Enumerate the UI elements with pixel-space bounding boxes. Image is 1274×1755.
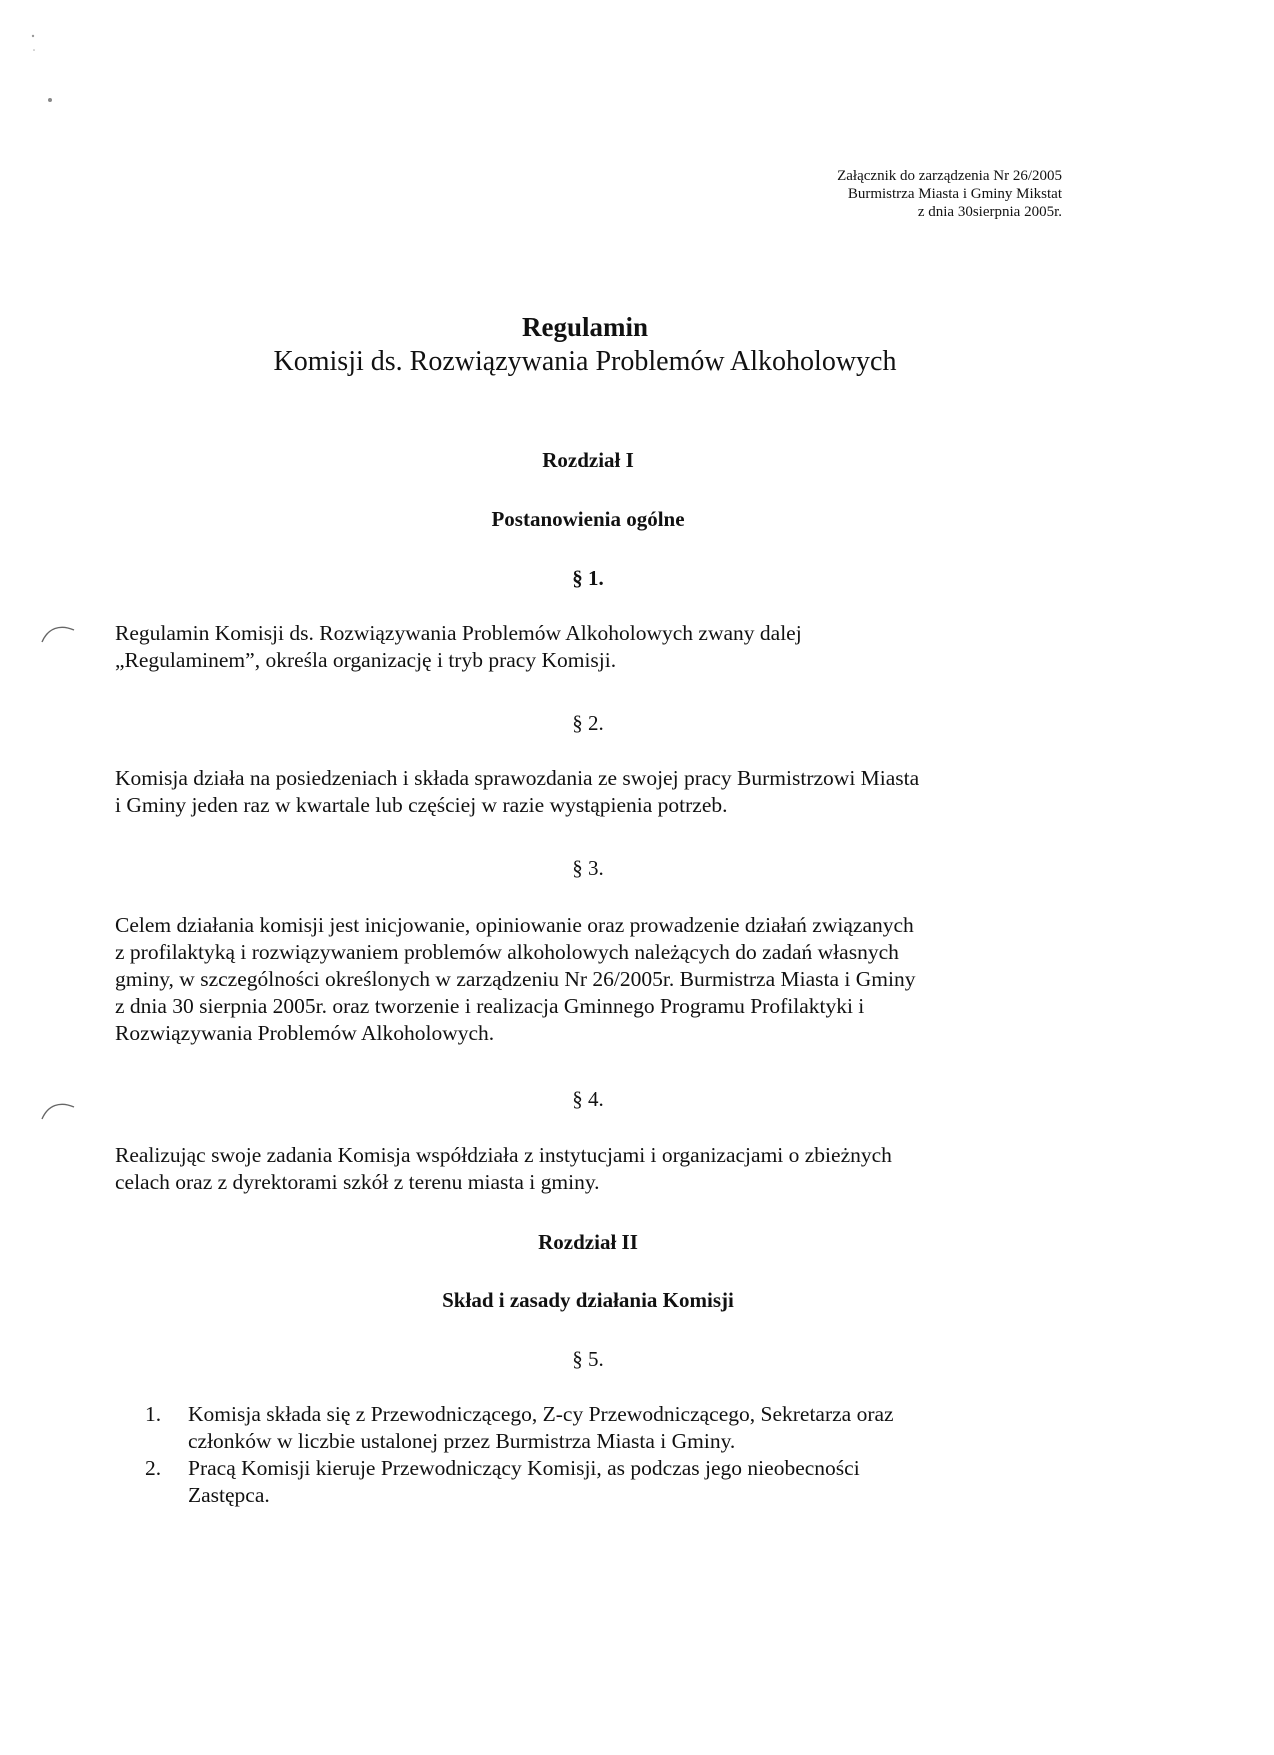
scan-speck xyxy=(28,30,58,110)
section-2-text xyxy=(115,765,1065,819)
section-4-line: Realizując swoje zadania Komisja współdziała z instytucjami i organizacjami o zbieżnych xyxy=(115,1143,892,1167)
section-1-sign: § 1. xyxy=(572,566,604,590)
section-1-line: Regulamin Komisji ds. Rozwiązywania Problemów Alkoholowych zwany dalej xyxy=(115,621,802,645)
annex-line-2: Burmistrza Miasta i Gminy Mikstat xyxy=(847,186,1062,202)
section-2-line: Komisja działa na posiedzeniach i składa sprawozdania ze swojej pracy Burmistrzowi Miasta xyxy=(115,766,920,790)
list-item-line: Zastępca. xyxy=(188,1483,270,1507)
list-item-number: 1. xyxy=(145,1402,162,1426)
section-1-line: „Regulaminem”, określa organizację i tryb pracy Komisji. xyxy=(115,648,617,672)
document-title: Regulamin xyxy=(521,312,648,342)
document-subtitle: Komisji ds. Rozwiązywania Problemów Alkoholowych xyxy=(273,346,897,377)
chapter-2-name: Skład i zasady działania Komisji xyxy=(442,1288,734,1312)
section-3-line: z dnia 30 sierpnia 2005r. oraz tworzenie i realizacja Gminnego Programu Profilaktyki i xyxy=(115,994,865,1018)
section-4-text xyxy=(115,1142,1065,1196)
list-item xyxy=(145,1401,1045,1455)
section-4-sign: § 4. xyxy=(572,1087,604,1111)
list-item-line: członków w liczbie ustalonej przez Burmistrza Miasta i Gminy. xyxy=(188,1429,736,1453)
section-3-line: Rozwiązywania Problemów Alkoholowych. xyxy=(115,1021,495,1045)
section-3-text xyxy=(115,912,1065,1047)
section-2-line: i Gminy jeden raz w kwartale lub częściej w razie wystąpienia potrzeb. xyxy=(115,793,728,817)
annex-line-1: Załącznik do zarządzenia Nr 26/2005 xyxy=(837,168,1062,184)
chapter-2-label: Rozdział II xyxy=(538,1230,638,1254)
section-3-line: gminy, w szczególności określonych w zarządzeniu Nr 26/2005r. Burmistrza Miasta i Gminy xyxy=(115,967,916,991)
annex-reference xyxy=(702,167,1062,221)
chapter-1-label: Rozdział I xyxy=(542,448,634,472)
section-5-sign: § 5. xyxy=(572,1347,604,1371)
section-4-line: celach oraz z dyrektorami szkół z terenu miasta i gminy. xyxy=(115,1170,600,1194)
section-2-sign: § 2. xyxy=(572,711,604,735)
list-item-line: Pracą Komisji kieruje Przewodniczący Komisji, as podczas jego nieobecności xyxy=(188,1456,860,1480)
punch-hole-mark-top xyxy=(38,618,78,648)
list-item-number: 2. xyxy=(145,1456,162,1480)
section-3-line: z profilaktyką i rozwiązywaniem problemów alkoholowych należących do zadań własnych xyxy=(115,940,899,964)
section-3-line: Celem działania komisji jest inicjowanie, opiniowanie oraz prowadzenie działań związanych xyxy=(115,913,914,937)
section-5-list xyxy=(145,1401,1045,1509)
annex-line-3: z dnia 30sierpnia 2005r. xyxy=(917,204,1062,220)
section-1-text xyxy=(115,620,1065,674)
section-3-sign: § 3. xyxy=(572,856,604,880)
list-item-line: Komisja składa się z Przewodniczącego, Z-cy Przewodniczącego, Sekretarza oraz xyxy=(188,1402,894,1426)
chapter-1-name: Postanowienia ogólne xyxy=(491,507,685,531)
list-item xyxy=(145,1455,1045,1509)
